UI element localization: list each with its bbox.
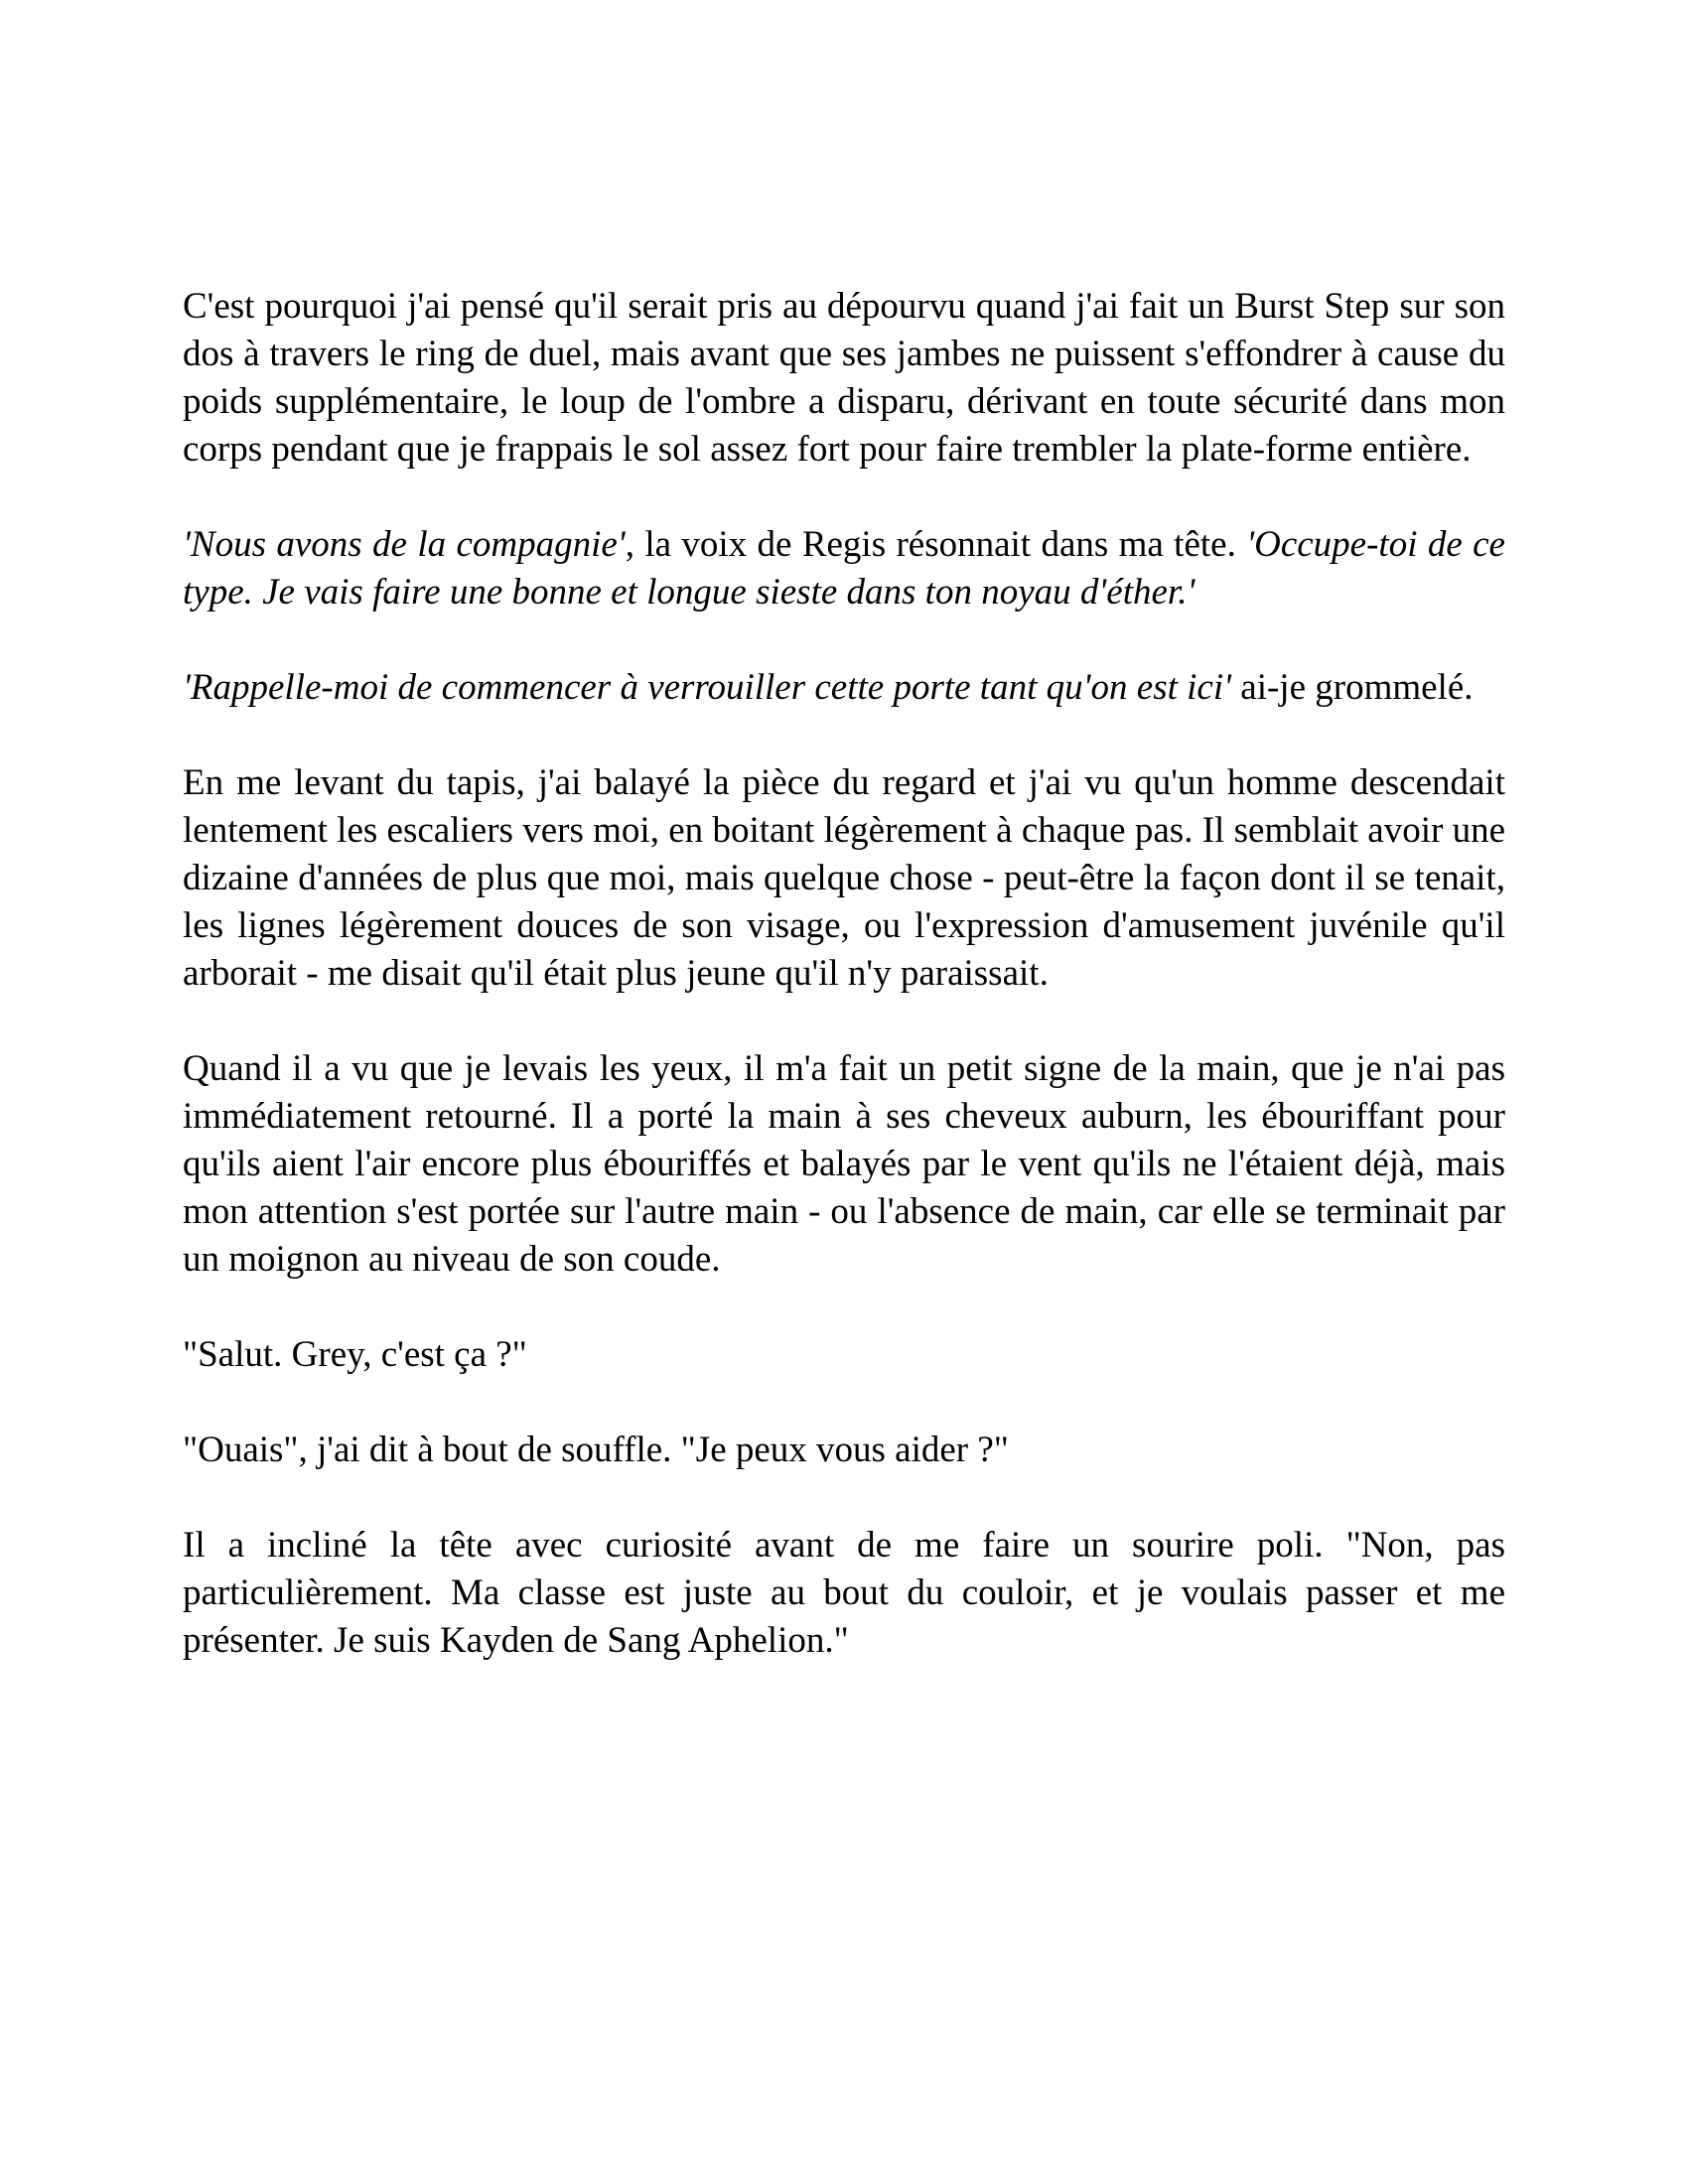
paragraph — [183, 759, 1505, 998]
text-segment: C'est pourquoi j'ai pensé qu'il serait pris au dépourvu quand j'ai fait un Burst Step sur son dos à travers le ring de duel, mais avant que ses jambes ne puissent s'effondrer à cause du poids supplémentaire, le loup de l'ombre a disparu, dérivant en toute sécurité dans mon corps pendant que je frappais le sol assez fort pour faire trembler la plate-forme entière. — [183, 286, 1505, 470]
text-segment: "Salut. Grey, c'est ça ?" — [183, 1334, 527, 1375]
paragraph — [183, 1045, 1505, 1284]
text-segment: En me levant du tapis, j'ai balayé la pièce du regard et j'ai vu qu'un homme descendait lentement les escaliers vers moi, en boitant légèrement à chaque pas. Il semblait avoir une dizaine d'années de plus que moi, mais quelque chose - peut-être la façon dont il se tenait, les lignes légèrement douces de son visage, ou l'expression d'amusement juvénile qu'il arborait - me disait qu'il était plus jeune qu'il n'y paraissait. — [183, 762, 1505, 994]
paragraph — [183, 1522, 1505, 1665]
text-segment: 'Occupe-toi de ce type. Je vais faire une bonne et longue sieste dans ton noyau d'éther.' — [183, 524, 1505, 613]
text-segment: Il a incliné la tête avec curiosité avant de me faire un sourire poli. "Non, pas particulièrement. Ma classe est juste au bout du couloir, et je voulais passer et me présenter. Je suis Kayden de Sang Aphelion." — [183, 1525, 1505, 1661]
paragraph — [183, 283, 1505, 474]
text-segment: 'Nous avons de la compagnie' — [183, 524, 626, 565]
paragraph — [183, 664, 1505, 712]
text-segment: 'Rappelle-moi de commencer à verrouiller cette porte tant qu'on est ici' — [183, 667, 1232, 708]
paragraph — [183, 521, 1505, 616]
text-segment: ai-je grommelé. — [1231, 667, 1474, 708]
text-segment: , la voix de Regis résonnait dans ma tête. — [625, 524, 1247, 565]
text-segment: Quand il a vu que je levais les yeux, il m'a fait un petit signe de la main, que je n'ai pas immédiatement retourné. Il a porté la main à ses cheveux auburn, les ébouriffant pour qu'ils aient l'air encore plus ébouriffés et balayés par le vent qu'ils ne l'étaient déjà, mais mon attention s'est portée sur l'autre main - ou l'absence de main, car elle se terminait par un moignon au niveau de son coude. — [183, 1048, 1505, 1280]
text-segment: "Ouais", j'ai dit à bout de souffle. "Je peux vous aider ?" — [183, 1430, 1009, 1470]
text-block — [183, 283, 1505, 1665]
paragraph — [183, 1331, 1505, 1379]
paragraph — [183, 1427, 1505, 1474]
